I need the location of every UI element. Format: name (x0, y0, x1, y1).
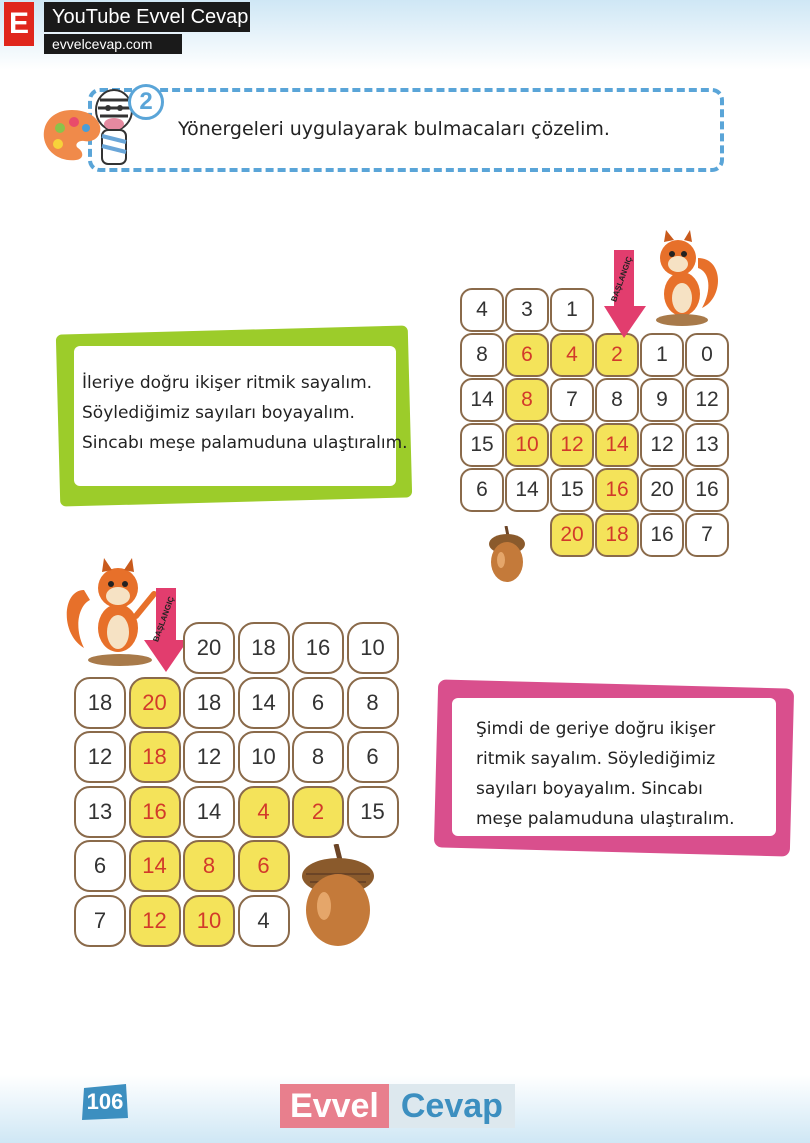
footer-brand-part2: Cevap (389, 1084, 515, 1128)
acorn-icon (486, 526, 528, 584)
activity-instruction: Yönergeleri uygulayarak bulmacaları çözelim. (178, 118, 610, 140)
puzzle-cell[interactable]: 15 (460, 423, 504, 467)
puzzle-cell[interactable]: 1 (550, 288, 594, 332)
puzzle-cell[interactable]: 8 (460, 333, 504, 377)
puzzle2-instruction-line: meşe palamuduna ulaştıralım. (476, 809, 735, 829)
puzzle-cell[interactable]: 6 (460, 468, 504, 512)
puzzle-cell[interactable]: 14 (460, 378, 504, 422)
start-arrow-icon (604, 250, 646, 338)
brand-logo-letter: E (4, 2, 34, 46)
puzzle-cell[interactable]: 13 (74, 786, 126, 838)
puzzle1-instruction-line: Sincabı meşe palamuduna ulaştıralım. (82, 433, 408, 453)
puzzle-cell[interactable]: 12 (74, 731, 126, 783)
puzzle-cell[interactable]: 16 (685, 468, 729, 512)
puzzle-cell[interactable]: 4 (238, 786, 290, 838)
puzzle-cell[interactable]: 7 (550, 378, 594, 422)
puzzle-cell[interactable]: 14 (238, 677, 290, 729)
footer-brand-part1: Evvel (280, 1084, 389, 1128)
puzzle-cell[interactable]: 4 (238, 895, 290, 947)
puzzle-cell[interactable]: 1 (640, 333, 684, 377)
puzzle-cell[interactable]: 10 (505, 423, 549, 467)
puzzle-cell[interactable]: 2 (292, 786, 344, 838)
puzzle-cell[interactable]: 9 (640, 378, 684, 422)
puzzle-cell[interactable]: 18 (238, 622, 290, 674)
puzzle-cell[interactable]: 2 (595, 333, 639, 377)
puzzle1-instructions (74, 346, 408, 486)
puzzle-cell[interactable]: 8 (183, 840, 235, 892)
puzzle-cell[interactable]: 6 (238, 840, 290, 892)
start-arrow-icon (144, 588, 188, 672)
puzzle-cell[interactable]: 15 (550, 468, 594, 512)
puzzle-cell[interactable]: 4 (550, 333, 594, 377)
puzzle-cell[interactable]: 8 (347, 677, 399, 729)
puzzle-cell[interactable]: 16 (292, 622, 344, 674)
puzzle-cell[interactable]: 20 (550, 513, 594, 557)
puzzle-cell[interactable]: 12 (685, 378, 729, 422)
puzzle-cell[interactable]: 18 (74, 677, 126, 729)
puzzle-cell[interactable]: 12 (550, 423, 594, 467)
start-label: BAŞLANGIÇ (151, 595, 177, 644)
puzzle-cell[interactable]: 8 (292, 731, 344, 783)
puzzle-cell[interactable]: 16 (129, 786, 181, 838)
start-label: BAŞLANGIÇ (609, 255, 635, 304)
puzzle-cell[interactable]: 7 (74, 895, 126, 947)
puzzle-cell[interactable]: 10 (238, 731, 290, 783)
puzzle-cell[interactable]: 8 (595, 378, 639, 422)
activity-number-badge: 2 (128, 84, 164, 120)
puzzle2-instruction-line: sayıları boyayalım. Sincabı (476, 779, 703, 799)
puzzle-cell[interactable]: 10 (183, 895, 235, 947)
puzzle-cell[interactable]: 18 (183, 677, 235, 729)
puzzle-cell[interactable]: 20 (129, 677, 181, 729)
puzzle-cell[interactable]: 3 (505, 288, 549, 332)
puzzle-cell[interactable]: 14 (129, 840, 181, 892)
puzzle2-instruction-line: ritmik sayalım. Söylediğimiz (476, 749, 716, 769)
puzzle-cell[interactable]: 14 (595, 423, 639, 467)
squirrel-icon (640, 228, 724, 328)
puzzle-cell[interactable]: 7 (685, 513, 729, 557)
puzzle2-instructions (452, 698, 776, 836)
puzzle-cell[interactable]: 8 (505, 378, 549, 422)
page-number (80, 1082, 130, 1122)
puzzle-cell[interactable]: 18 (595, 513, 639, 557)
puzzle-cell[interactable]: 16 (595, 468, 639, 512)
page-number-text: 106 (86, 1089, 124, 1114)
puzzle-cell[interactable]: 6 (505, 333, 549, 377)
puzzle-cell[interactable]: 4 (460, 288, 504, 332)
puzzle-cell[interactable]: 14 (183, 786, 235, 838)
puzzle-cell[interactable]: 20 (183, 622, 235, 674)
channel-url[interactable]: evvelcevap.com (44, 34, 182, 54)
puzzle-cell[interactable]: 10 (347, 622, 399, 674)
puzzle-cell[interactable]: 6 (74, 840, 126, 892)
puzzle-cell[interactable]: 14 (505, 468, 549, 512)
puzzle2-instruction-line: Şimdi de geriye doğru ikişer (476, 719, 716, 739)
acorn-icon (298, 844, 378, 948)
puzzle-cell[interactable]: 12 (183, 731, 235, 783)
puzzle-cell[interactable]: 13 (685, 423, 729, 467)
puzzle1-instruction-line: Söylediğimiz sayıları boyayalım. (82, 403, 355, 423)
puzzle-cell[interactable]: 16 (640, 513, 684, 557)
puzzle1-instruction-line: İleriye doğru ikişer ritmik sayalım. (82, 373, 373, 393)
puzzle-cell[interactable]: 0 (685, 333, 729, 377)
puzzle-cell[interactable]: 6 (292, 677, 344, 729)
puzzle-cell[interactable]: 15 (347, 786, 399, 838)
puzzle-cell[interactable]: 6 (347, 731, 399, 783)
puzzle-cell[interactable]: 12 (129, 895, 181, 947)
puzzle-cell[interactable]: 18 (129, 731, 181, 783)
footer-brand (280, 1084, 515, 1128)
puzzle-cell[interactable]: 20 (640, 468, 684, 512)
puzzle-cell[interactable]: 12 (640, 423, 684, 467)
channel-title[interactable]: YouTube Evvel Cevap (44, 2, 250, 32)
